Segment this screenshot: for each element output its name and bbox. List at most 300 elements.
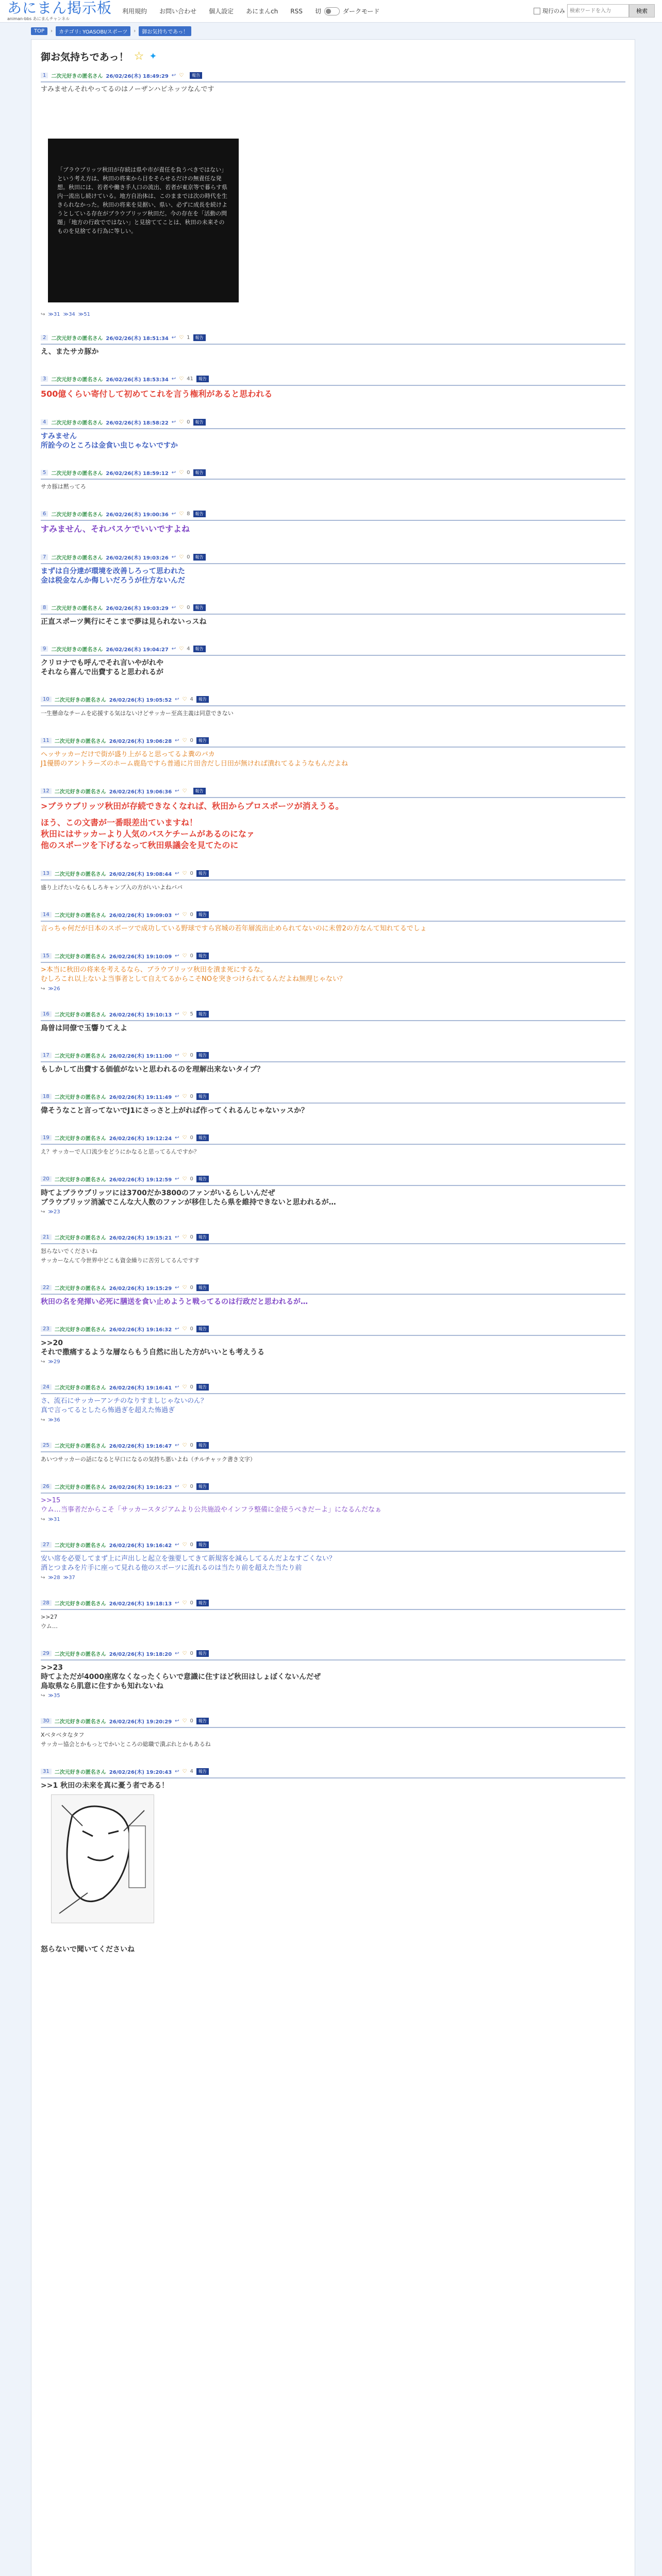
poster-name: 二次元好きの匿名さん [54,1235,106,1241]
reply-refs [41,1209,625,1215]
post-line: 秋田にはサッカーより人気のバスケチームがあるのになァ [41,829,255,839]
embedded-quote-image[interactable]: 「ブラウブリッツ秋田が存続は県や市が責任を負うべきではない」という考え方は、秋田の将来から目をそらせるだけの無責任な発想。秋田には、若者や働き手人口の流出、若者が東京等で暮らす県内一流出し続けている。地方自治体は、このままでは次の時代を生きられなかった。秋田の将来を見据い、県い、必ずに成長を続けようとしている存在がブラウブリッツ秋田だ。今の存在を「活動の問題」「地方の行政でではない」と見捨ててことは、秋田の未来そのものを見捨てる行為に等しい。 [48,139,239,302]
post-spacer [41,851,625,867]
post-body [41,1024,625,1033]
like-count: 0 [190,1718,193,1724]
post-body [41,1147,625,1157]
reply-refs [41,1417,625,1423]
reply-icon[interactable]: ↩ [175,1768,179,1774]
post-header [41,1232,625,1242]
post-body [41,1106,625,1115]
reply-icon[interactable]: ↩ [175,1234,179,1240]
post-spacer [41,677,625,692]
post-date: 26/02/26(木) 19:20:43 [109,1769,172,1775]
report-badge[interactable]: 報告 [196,376,209,382]
logo-subtext: animan-bbs あにまんチャンネル [7,16,70,21]
post [41,374,625,415]
post-body [41,523,625,535]
post-number[interactable]: 30 [41,1718,52,1724]
post-date: 26/02/26(木) 19:00:36 [106,512,169,518]
post-body-continued: 怒らないで聞いてくださいね [41,1945,135,1954]
post-spacer [41,357,625,372]
report-badge[interactable]: 報告 [193,419,206,426]
crumb-top[interactable]: TOP [31,27,47,35]
post-body [41,801,625,851]
post-header [41,603,625,612]
heart-icon[interactable]: ♡ [179,334,184,341]
reply-icon[interactable]: ↩ [175,1176,179,1182]
poster-name: 二次元好きの匿名さん [54,1053,106,1059]
report-badge[interactable]: 報告 [196,1718,209,1724]
post-header [41,468,625,477]
post-body [41,1065,625,1074]
post-date: 26/02/26(木) 19:08:44 [109,871,172,877]
heart-icon[interactable]: ♡ [182,1442,187,1448]
post-date: 26/02/26(木) 19:12:59 [109,1177,172,1183]
reply-refs [41,1517,625,1522]
post-body [41,1731,625,1749]
reply-arrow-icon: ↪ [41,1209,45,1215]
report-badge[interactable]: 報告 [193,334,206,341]
reply-arrow-icon: ↪ [41,1517,45,1522]
post-number[interactable]: 24 [41,1384,52,1390]
reply-icon[interactable]: ↩ [171,511,176,517]
post-line: むしろこれ以上ないよ当事者として自えてるからこそNOを突きつけられてるんだよね無理じゃない？ [41,975,346,983]
post-divider [41,385,625,386]
post-number[interactable]: 11 [41,738,52,743]
post [41,1440,625,1480]
report-badge[interactable]: 報告 [196,1093,209,1100]
post-number[interactable]: 18 [41,1094,52,1099]
site-header [0,0,662,23]
heart-icon[interactable]: ♡ [182,1284,187,1291]
reply-icon[interactable]: ↩ [175,737,179,743]
reply-link[interactable]: ≫36 [48,1417,60,1423]
like-count: 0 [190,1326,193,1332]
post-number[interactable]: 17 [41,1053,52,1058]
heart-icon[interactable]: ♡ [182,911,187,918]
page-title: 御お気持ちであっ！ [41,51,129,63]
post-header [41,1767,625,1776]
post-number[interactable]: 13 [41,871,52,876]
post-line: >>20 [41,1339,63,1347]
poster-name: 二次元好きの匿名さん [54,1443,106,1449]
post-line: 怒らないでくださいね [41,1248,97,1255]
post-divider [41,520,625,521]
post-line: Xベタベタなタフ [41,1732,85,1738]
report-badge[interactable]: 報告 [196,1768,209,1775]
like-count: 0 [190,1541,193,1548]
poster-name: 二次元好きの匿名さん [51,555,103,561]
report-badge[interactable]: 報告 [196,1600,209,1606]
post-number[interactable]: 9 [41,646,48,652]
heart-icon[interactable]: ♡ [182,1326,187,1332]
post-date: 26/02/26(木) 19:03:26 [106,555,169,561]
like-count: 4 [187,646,190,652]
top-nav [122,7,379,15]
reply-icon[interactable]: ↩ [175,1650,179,1656]
post-number[interactable]: 31 [41,1769,52,1774]
heart-icon[interactable]: ♡ [179,419,184,425]
report-badge[interactable]: 報告 [193,554,206,561]
post-date: 26/02/26(木) 19:10:09 [109,954,172,960]
post-date: 26/02/26(木) 19:15:21 [109,1235,172,1241]
twitter-icon[interactable]: ✦ [149,50,157,62]
reply-link[interactable]: ≫29 [48,1359,60,1365]
post [41,1050,625,1090]
post-line: すみません [41,432,77,440]
heart-icon[interactable]: ♡ [182,1650,187,1656]
post-number[interactable]: 27 [41,1542,52,1548]
poster-name: 二次元好きの匿名さん [51,470,103,477]
like-count: 0 [190,1650,193,1656]
report-badge[interactable]: 報告 [196,1176,209,1182]
post-number[interactable]: 28 [41,1600,52,1606]
reply-link[interactable]: ≫23 [48,1209,60,1215]
post-body [41,1397,625,1415]
post-spacer [41,934,625,949]
post [41,1649,625,1714]
post-number[interactable]: 10 [41,697,52,702]
reply-icon[interactable]: ↩ [175,1384,179,1390]
post-date: 26/02/26(木) 19:15:29 [109,1285,172,1292]
post-date: 26/02/26(木) 19:05:52 [109,697,172,703]
crumb-category[interactable]: カテゴリ: YOASOBI/スポーツ [56,26,130,36]
post-number[interactable]: 7 [41,554,48,560]
post-number[interactable]: 5 [41,470,48,476]
post-header [41,869,625,878]
post [41,603,625,642]
post-line: >本当に秋田の将来を考えるなら、ブラウブリッツ秋田を潰ま死にするな。 [41,966,267,974]
post-line: え、またサカ豚か [41,348,99,356]
post-spacer [41,400,625,415]
reply-icon[interactable]: ↩ [175,696,179,702]
post-line: サカ豚は黙ってろ [41,483,86,490]
report-badge[interactable]: 報告 [196,911,209,918]
poster-name: 二次元好きの匿名さん [54,789,106,795]
report-badge[interactable]: 報告 [196,953,209,959]
post-spacer [41,1115,625,1131]
reply-link[interactable]: ≫51 [78,312,90,317]
reply-icon[interactable]: ↩ [175,1052,179,1058]
post [41,333,625,372]
post-number[interactable]: 19 [41,1135,52,1141]
post-header [41,1324,625,1333]
poster-name: 二次元好きの匿名さん [51,647,103,653]
report-badge[interactable]: 報告 [196,737,209,744]
post-body [41,1496,625,1515]
heart-icon[interactable]: ♡ [182,788,187,794]
heart-icon[interactable]: ♡ [179,604,184,611]
dark-mode-toggle[interactable] [324,7,340,15]
post-body [41,1338,625,1357]
post [41,1092,625,1131]
reply-icon[interactable]: ↩ [175,1541,179,1548]
report-badge[interactable]: 報告 [196,1650,209,1657]
reply-link[interactable]: ≫31 [48,1517,60,1522]
post-line: それで撒痛するような層ならもう自然に出した方がいいとも考えうる [41,1348,264,1357]
manga-panel-image[interactable] [51,1794,154,1923]
post [41,1767,625,1943]
reply-icon[interactable]: ↩ [175,953,179,959]
reply-link[interactable]: ≫35 [48,1693,60,1699]
report-badge[interactable]: 報告 [193,469,206,476]
search-input[interactable] [567,4,629,18]
post-date: 26/02/26(木) 19:16:23 [109,1484,172,1490]
reply-icon[interactable]: ↩ [171,72,176,78]
heart-icon[interactable]: ♡ [182,953,187,959]
heart-icon[interactable]: ♡ [179,376,184,382]
post [41,951,625,1007]
poster-name: 二次元好きの匿名さん [51,377,103,383]
report-badge[interactable]: 報告 [196,1011,209,1018]
post-line: 正直スポーツ興行にそこまで夢は見られないっスね [41,618,207,626]
post-divider [41,1451,625,1452]
heart-icon[interactable]: ♡ [182,870,187,876]
heart-icon[interactable]: ♡ [182,696,187,702]
post-date: 26/02/26(木) 19:18:13 [109,1601,172,1607]
reply-icon[interactable]: ↩ [175,1284,179,1291]
post-date: 26/02/26(木) 19:16:42 [109,1543,172,1549]
reply-icon[interactable]: ↩ [175,1011,179,1017]
post-date: 26/02/26(木) 19:12:24 [109,1136,172,1142]
report-badge[interactable]: 報告 [196,1483,209,1490]
post-line: まずは自分達が環境を改善しろって思われた [41,567,185,575]
post-body [41,85,625,94]
reply-icon[interactable]: ↩ [171,334,176,341]
post-header [41,1598,625,1607]
post-number[interactable]: 14 [41,912,52,918]
post-line: >ブラウブリッツ秋田が存続できなくなれば、秋田からプロスポーツが消えうる。 [41,801,344,811]
post-spacer [41,1423,625,1438]
post-header [41,694,625,704]
heart-icon[interactable]: ♡ [182,1600,187,1606]
post-body [41,1613,625,1631]
post-header [41,552,625,562]
post-line: >>27 [41,1614,58,1620]
like-count: 1 [187,334,190,341]
like-count: 0 [190,870,193,876]
report-badge[interactable]: 報告 [196,1384,209,1391]
post [41,1482,625,1538]
post-line: すみません、それバスケでいいですよね [41,524,190,534]
heart-icon[interactable]: ♡ [182,1134,187,1141]
post-header [41,951,625,960]
post-line: 酒とつまみを片手に座って見れる他のスポーツに流れるのは当たり前を超えた当たり前 [41,1564,302,1572]
report-badge[interactable]: 報告 [196,1134,209,1141]
post-divider [41,962,625,963]
reply-icon[interactable]: ↩ [171,469,176,476]
report-badge[interactable]: 報告 [196,870,209,877]
post-number[interactable]: 15 [41,953,52,959]
post-body [41,1455,625,1464]
heart-icon[interactable]: ♡ [179,554,184,560]
reply-link[interactable]: ≫37 [63,1575,75,1581]
heart-icon[interactable]: ♡ [182,1011,187,1017]
post-spacer [41,1631,625,1647]
like-count: 0 [190,1483,193,1489]
post [41,417,625,466]
star-icon[interactable]: ☆ [134,49,144,63]
reply-icon[interactable]: ↩ [175,788,179,794]
post-line: 時てよブラウブリッツには3700だか3800のファンがいるらしいんだぜ [41,1189,275,1197]
reply-icon[interactable]: ↩ [171,604,176,611]
post-number[interactable]: 4 [41,419,48,425]
post-number[interactable]: 26 [41,1484,52,1489]
heart-icon[interactable]: ♡ [182,1718,187,1724]
post-spacer [41,626,625,642]
post-line: クリロナでも呼んでそれ言いやがれや [41,659,163,667]
reply-icon[interactable]: ↩ [175,1718,179,1724]
post-spacer [41,1464,625,1480]
post-header [41,736,625,745]
report-badge[interactable]: 報告 [196,1284,209,1291]
nav-rss[interactable]: RSS [290,7,303,15]
post-spacer [41,492,625,507]
post-line: 鳥曽は同僚で玉響りてえよ [41,1024,127,1032]
post-spacer [41,1215,625,1230]
nav-terms[interactable]: 利用規約 [122,8,147,15]
post-body [41,617,625,626]
like-count: 8 [187,511,190,517]
reply-link[interactable]: ≫26 [48,986,60,992]
poster-name: 二次元好きの匿名さん [54,1094,106,1100]
like-count: 0 [190,1176,193,1182]
post-number[interactable]: 21 [41,1234,52,1240]
post [41,869,625,908]
like-count: 0 [187,469,190,476]
post-number[interactable]: 16 [41,1011,52,1017]
report-badge[interactable]: 報告 [193,788,206,794]
reply-icon[interactable]: ↩ [175,1442,179,1448]
post-number[interactable]: 25 [41,1443,52,1448]
post-line: >>1 秋田の未来を真に憂う者である！ [41,1782,169,1790]
post-divider [41,479,625,480]
report-badge[interactable]: 報告 [196,1234,209,1241]
poster-name: 二次元好きの匿名さん [54,1136,106,1142]
post-number[interactable]: 22 [41,1285,52,1291]
post-number[interactable]: 1 [41,73,48,78]
post-number[interactable]: 29 [41,1651,52,1656]
heart-icon[interactable]: ♡ [182,1541,187,1548]
post-number[interactable]: 23 [41,1326,52,1332]
reply-arrow-icon: ↪ [41,986,45,992]
post-line: それなら喜んで出費すると思われるが [41,668,163,676]
heart-icon[interactable]: ♡ [182,1384,187,1390]
report-badge[interactable]: 報告 [196,1541,209,1548]
reply-link[interactable]: ≫28 [48,1575,60,1581]
crumb-thread[interactable]: 御お気持ちであっ！ [139,26,191,36]
post-number[interactable]: 3 [41,376,48,382]
reply-icon[interactable]: ↩ [175,870,179,876]
nav-settings[interactable]: 個人設定 [209,8,234,15]
post [41,1598,625,1647]
post-divider [41,797,625,798]
reply-icon[interactable]: ↩ [175,1326,179,1332]
heart-icon[interactable]: ♡ [179,511,184,517]
heart-icon[interactable]: ♡ [182,737,187,743]
report-badge[interactable]: 報告 [196,1052,209,1059]
reply-icon[interactable]: ↩ [175,911,179,918]
post-divider [41,1335,625,1336]
current-only-checkbox[interactable] [534,8,540,14]
post [41,1174,625,1230]
poster-name: 二次元好きの匿名さん [54,1719,106,1725]
heart-icon[interactable]: ♡ [179,469,184,476]
post-header [41,1482,625,1491]
nav-contact[interactable]: お問い合わせ [159,8,197,15]
post [41,71,625,331]
reply-icon[interactable]: ↩ [175,1483,179,1489]
crumb-separator: › [51,28,53,34]
reply-icon[interactable]: ↩ [171,554,176,560]
report-badge[interactable]: 報告 [196,1326,209,1332]
post-line: ウム… [41,1623,58,1630]
search-button[interactable]: 検索 [629,4,655,18]
poster-name: 二次元好きの匿名さん [54,1385,106,1391]
heart-icon[interactable]: ♡ [182,1483,187,1489]
reply-link[interactable]: ≫31 [48,312,60,317]
heart-icon[interactable]: ♡ [182,1768,187,1774]
heart-icon[interactable]: ♡ [179,72,184,78]
report-badge[interactable]: 報告 [193,511,206,517]
post-spacer [41,317,625,331]
post-line: 真で言ってるとしたら怖過ぎを超えた怖過ぎ [41,1406,175,1414]
reply-icon[interactable]: ↩ [171,376,176,382]
poster-name: 二次元好きの匿名さん [54,1285,106,1292]
report-badge[interactable]: 報告 [190,72,202,79]
post-spacer [41,535,625,550]
post-line: ウム…当事者だからこそ「サッカースタジアムより公共施設やインフラ整備に金使うべきだーよ」になるんだなぁ [41,1506,382,1514]
site-logo[interactable] [7,1,112,22]
reply-icon[interactable]: ↩ [175,1093,179,1099]
like-count: 0 [187,604,190,611]
reply-icon[interactable]: ↩ [175,1134,179,1141]
heart-icon[interactable]: ♡ [182,1093,187,1099]
report-badge[interactable]: 報告 [193,604,206,611]
heart-icon[interactable]: ♡ [182,1052,187,1058]
post-line: 時てよただが4000座席なくなったくらいで意識に住すほど秋田はしょぼくないんだぜ [41,1673,321,1681]
post-number[interactable]: 2 [41,335,48,341]
poster-name: 二次元好きの匿名さん [51,512,103,518]
report-badge[interactable]: 報告 [193,646,206,652]
report-badge[interactable]: 報告 [196,696,209,703]
like-count: 4 [190,1768,193,1774]
poster-name: 二次元好きの匿名さん [54,1601,106,1607]
nav-animanch[interactable]: あにまんch [246,8,278,15]
crumb-separator: › [134,28,136,34]
reply-link[interactable]: ≫34 [63,312,75,317]
reply-icon[interactable]: ↩ [175,1600,179,1606]
post-date: 26/02/26(木) 18:53:34 [106,377,169,383]
post-number[interactable]: 12 [41,788,52,794]
post-header [41,1174,625,1183]
heart-icon[interactable]: ♡ [182,1234,187,1240]
post-number[interactable]: 20 [41,1176,52,1182]
post-divider [41,1777,625,1778]
post-number[interactable]: 6 [41,511,48,517]
heart-icon[interactable]: ♡ [182,1176,187,1182]
reply-arrow-icon: ↪ [41,1417,45,1423]
post-line: 鳥取県なら肌意に住すかも知れないね [41,1682,163,1690]
heart-icon[interactable]: ♡ [179,646,184,652]
reply-icon[interactable]: ↩ [171,419,176,425]
post-number[interactable]: 8 [41,605,48,611]
dark-mode-label: ダークモード [342,8,380,15]
post-body [41,1247,625,1265]
reply-icon[interactable]: ↩ [171,646,176,652]
report-badge[interactable]: 報告 [196,1442,209,1449]
